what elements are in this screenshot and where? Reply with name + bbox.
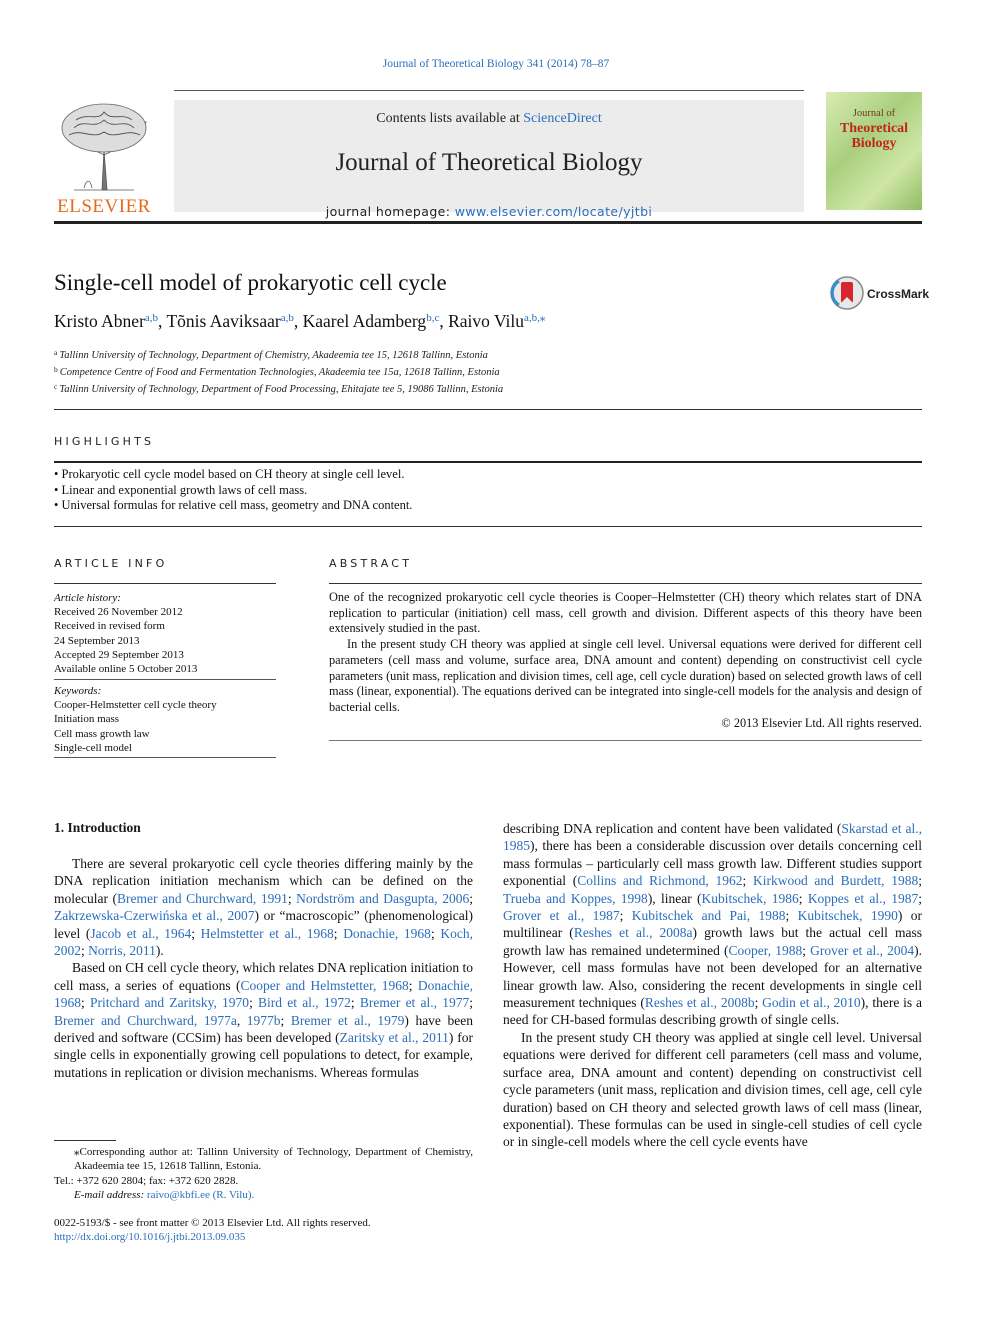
body-text: ) or “macroscopic” (phenomenological) level ( xyxy=(54,908,473,941)
reference-link[interactable]: Donachie, 1968 xyxy=(54,977,473,1011)
history-item: Received 26 November 2012 xyxy=(54,606,183,619)
abstract-rule xyxy=(329,583,922,584)
affiliations xyxy=(54,346,503,397)
reference-link[interactable]: Nordström and Dasgupta, 2006 xyxy=(296,890,470,906)
footnote-corresponding: ⁎Corresponding author at: Tallinn University of Technology, Department of Chemistry, Akadeemia tee 15, 12618 Tallinn, Estonia. xyxy=(74,1146,473,1173)
body-text: , xyxy=(236,1012,247,1028)
reference-link[interactable]: 1977b xyxy=(246,1012,281,1028)
contents-prefix: Contents lists available at xyxy=(376,111,524,126)
history-label: Article history: xyxy=(54,592,121,604)
article-history xyxy=(54,591,276,676)
reference-link[interactable]: Helmstetter et al., 1968 xyxy=(200,925,334,941)
abstract-heading: ABSTRACT xyxy=(329,557,413,570)
highlights-list xyxy=(54,467,412,514)
reference-link[interactable]: Zaritsky et al., 2011 xyxy=(339,1030,449,1046)
divider xyxy=(54,409,922,410)
email-label: E-mail address: xyxy=(74,1188,147,1201)
highlight-item: • Prokaryotic cell cycle model based on CH theory at single cell level. xyxy=(54,467,405,481)
body-text: ) for single cells in exponentially growing cell populations to detect, for example, mutations in replication or division mechanisms. Whereas formulas xyxy=(54,1030,473,1080)
section-heading-introduction: 1. Introduction xyxy=(54,820,141,835)
body-text: ; xyxy=(191,925,201,941)
reference-link[interactable]: Reshes et al., 2008a xyxy=(573,925,693,941)
author[interactable] xyxy=(166,311,302,331)
author-list xyxy=(54,311,545,332)
reference-link[interactable]: Grover et al., 2004 xyxy=(810,942,915,958)
publisher-name: ELSEVIER xyxy=(57,196,151,217)
author[interactable] xyxy=(303,311,448,331)
elsevier-logo[interactable] xyxy=(54,100,154,218)
highlights-top-rule xyxy=(54,461,922,463)
reference-link[interactable]: Godin et al., 2010 xyxy=(762,995,861,1011)
author-name: Kristo Abner xyxy=(54,311,145,331)
email-owner: (R. Vilu). xyxy=(209,1188,255,1201)
keywords-label: Keywords: xyxy=(54,685,102,697)
reference-link[interactable]: Cooper and Helmstetter, 1968 xyxy=(240,977,409,993)
abstract-paragraph: In the present study CH theory was applied at single cell level. Universal equations were derived for different cell parameters (cell mass and volume, surface area, DNA amount and content) depending on constructivist cell cycle parameters (unit mass, replication and division times, cell age, cell cycle duration) based on selected growth laws of cell mass (linear, exponential). The equations derived can be integrated into single-cell models for the analysis and design of bacterial cells. xyxy=(329,637,922,714)
issn-line: 0022-5193/$ - see front matter © 2013 Elsevier Ltd. All rights reserved. xyxy=(54,1217,371,1229)
body-paragraph xyxy=(54,855,473,959)
footnote-email-line xyxy=(54,1188,473,1202)
body-text: ; xyxy=(469,995,473,1011)
body-text: There are several prokaryotic cell cycle theories differing mainly by the DNA replication initiation mechanism which can be defined on the molecular ( xyxy=(54,856,473,906)
highlight-item: • Linear and exponential growth laws of cell mass. xyxy=(54,482,308,497)
body-text: ). However, cell mass formulas have not been developed for an alternative linear growth law. Also, considering the recent developments in single cell measurement techniques ( xyxy=(503,942,923,1011)
cover-title xyxy=(826,106,922,151)
author-affil-marker[interactable]: b,c xyxy=(426,312,440,324)
reference-link[interactable]: Kubitschek, 1986 xyxy=(701,890,799,906)
cover-line-1: Journal of xyxy=(852,108,896,119)
body-paragraph: In the present study CH theory was applied at single cell level. Universal equations were derived for different cell parameters (cell mass and volume, surface area, DNA amount and content) depending on constructivist cell cycle parameters (unit mass, replication and division times, cell age, cell cyle duration) based on CH theory and selected growth laws of cell mass (linear, exponential). These formulas can be used in single-cell studies of cell cycle or in single-cell models where the cell cycle events have xyxy=(503,1029,922,1150)
cover-line-2: Theoretical xyxy=(839,121,909,136)
body-text: ; xyxy=(802,942,811,958)
body-text: ), there has been a considerable discussion over details concerning cell mass formulas – particularly cell mass growth law. Different studies support exponential ( xyxy=(503,838,922,889)
corresponding-author-footnote xyxy=(54,1145,473,1202)
journal-cover-thumbnail[interactable] xyxy=(826,92,922,210)
body-text: ; xyxy=(619,908,632,924)
body-text: ; xyxy=(742,873,753,889)
highlight-item: • Universal formulas for relative cell mass, geometry and DNA content. xyxy=(54,498,413,512)
body-text: ) growth laws but the actual cell mass growth law has remained undetermined ( xyxy=(503,925,922,958)
article-title: Single-cell model of prokaryotic cell cycle xyxy=(54,270,447,295)
author-name: Tõnis Aaviksaar xyxy=(166,311,281,331)
journal-title-box xyxy=(174,100,804,219)
homepage-prefix: journal homepage: xyxy=(325,204,455,219)
body-text: ; xyxy=(918,890,922,906)
reference-link[interactable]: Bremer et al., 1979 xyxy=(290,1012,405,1028)
crossmark-icon xyxy=(829,275,865,311)
highlights-bottom-rule xyxy=(54,526,922,527)
history-item: Received in revised form xyxy=(54,620,165,633)
abstract-bottom-rule xyxy=(329,740,922,741)
keywords xyxy=(54,684,276,755)
abstract-copyright: © 2013 Elsevier Ltd. All rights reserved. xyxy=(721,715,922,730)
reference-link[interactable]: Jacob et al., 1964 xyxy=(90,925,192,941)
body-text: Based on CH cell cycle theory, which relates DNA replication initiation to cell mass, a series of equations ( xyxy=(54,960,474,993)
body-text: ), linear ( xyxy=(647,890,702,906)
body-text: ; xyxy=(280,1012,291,1028)
affiliation-text: Tallinn University of Technology, Department of Food Processing, Ehitajate tee 5, 19086 Tallinn, Estonia xyxy=(59,384,504,395)
body-text: ; xyxy=(785,908,798,924)
history-item: 24 September 2013 xyxy=(54,634,140,647)
sciencedirect-link[interactable]: ScienceDirect xyxy=(523,111,602,126)
author-name: Kaarel Adamberg xyxy=(302,311,427,331)
body-text: ; xyxy=(918,873,922,889)
reference-link[interactable]: Bremer and Churchward, 1991 xyxy=(117,890,288,906)
reference-link[interactable]: Cooper, 1988 xyxy=(728,942,803,958)
reference-link[interactable]: Norris, 2011 xyxy=(88,943,156,959)
author-affil-marker[interactable]: a,b xyxy=(144,312,159,324)
crossmark-label: CrossMark xyxy=(867,287,930,301)
body-text: ; xyxy=(287,890,297,906)
body-column-right xyxy=(503,820,922,1151)
body-text: ; xyxy=(350,995,360,1011)
reference-link[interactable]: Bremer et al., 1977 xyxy=(359,995,470,1011)
affiliation-text: Competence Centre of Food and Fermentation Technologies, Akadeemia tee 15a, 12618 Tallinn, Estonia xyxy=(59,367,500,378)
reference-link[interactable]: Bremer and Churchward, 1977a xyxy=(54,1012,237,1028)
footnote-tel: Tel.: +372 620 2804; fax: +372 620 2828. xyxy=(54,1174,239,1187)
body-column-left xyxy=(54,855,473,1081)
journal-citation[interactable]: Journal of Theoretical Biology 341 (2014) 78–87 xyxy=(382,58,610,70)
author[interactable] xyxy=(448,311,545,331)
keyword-item: Initiation mass xyxy=(54,713,120,726)
reference-link[interactable]: Kubitschek, 1990 xyxy=(797,908,898,924)
body-text: ), there is a need for CH-based formulas describing growth of single cells. xyxy=(503,995,922,1028)
journal-name: Journal of Theoretical Biology xyxy=(335,149,643,176)
body-text: ; xyxy=(249,995,259,1011)
info-bottom-rule xyxy=(54,757,276,758)
body-text: ; xyxy=(81,995,90,1011)
author-separator: , xyxy=(293,311,303,331)
affiliation-item xyxy=(54,380,503,397)
reference-link[interactable]: Pritchard and Zaritsky, 1970 xyxy=(89,995,250,1011)
reference-link[interactable]: Collins and Richmond, 1962 xyxy=(577,873,743,889)
history-item: Accepted 29 September 2013 xyxy=(54,648,184,661)
body-text: ) have been derived and software (CCSim) has been developed ( xyxy=(54,1012,473,1046)
body-text: ; xyxy=(333,925,344,941)
homepage-line xyxy=(174,204,804,219)
highlights-heading: HIGHLIGHTS xyxy=(54,435,155,448)
author-affil-marker[interactable]: a,b,⁎ xyxy=(524,312,546,324)
journal-banner xyxy=(54,90,922,225)
keyword-item: Cell mass growth law xyxy=(54,727,150,740)
body-text: ; xyxy=(81,943,89,959)
reference-link[interactable]: Kirkwood and Burdett, 1988 xyxy=(752,873,919,889)
reference-link[interactable]: Trueba and Koppes, 1998 xyxy=(503,890,648,906)
doi-link[interactable]: http://dx.doi.org/10.1016/j.jtbi.2013.09.035 xyxy=(54,1231,246,1243)
article-info-rule xyxy=(54,583,276,584)
affiliation-marker: b xyxy=(54,365,58,374)
reference-link[interactable]: Koppes et al., 1987 xyxy=(807,890,919,906)
crossmark-badge[interactable] xyxy=(829,275,929,311)
reference-link[interactable]: Skarstad et al., 1985 xyxy=(503,821,922,854)
keyword-item: Cooper-Helmstetter cell cycle theory xyxy=(54,699,217,712)
author-affil-marker[interactable]: a,b xyxy=(280,312,294,324)
homepage-link[interactable]: www.elsevier.com/locate/yjtbi xyxy=(454,204,653,219)
body-text: ). xyxy=(155,943,164,959)
front-matter xyxy=(54,1216,371,1244)
body-text: ; xyxy=(798,890,808,906)
reference-link[interactable]: Kubitschek and Pai, 1988 xyxy=(631,908,786,924)
author[interactable] xyxy=(54,311,166,331)
body-text: ; xyxy=(469,890,473,906)
info-separator xyxy=(54,679,276,680)
affiliation-item xyxy=(54,363,503,380)
affiliation-item xyxy=(54,346,503,363)
affiliation-marker: a xyxy=(54,348,58,357)
body-text: describing DNA replication and content have been validated ( xyxy=(503,821,842,836)
reference-link[interactable]: Donachie, 1968 xyxy=(343,925,431,941)
author-name: Raivo Vilu xyxy=(448,311,524,331)
body-text: ; xyxy=(430,925,441,941)
reference-link[interactable]: Bird et al., 1972 xyxy=(258,995,351,1011)
affiliation-marker: c xyxy=(54,382,58,391)
banner-top-rule xyxy=(174,90,804,91)
email-link[interactable]: raivo@kbfi.ee xyxy=(146,1188,210,1201)
contents-line xyxy=(174,111,804,127)
body-text: ; xyxy=(754,995,763,1011)
author-separator: , xyxy=(439,311,449,331)
body-paragraph xyxy=(54,959,473,1081)
body-text: ; xyxy=(408,977,418,993)
reference-link[interactable]: Reshes et al., 2008b xyxy=(644,995,755,1011)
reference-link[interactable]: Koch, 2002 xyxy=(54,925,473,959)
affiliation-text: Tallinn University of Technology, Department of Chemistry, Akadeemia tee 15, 12618 Tallinn, Estonia xyxy=(59,350,488,361)
keyword-item: Single-cell model xyxy=(54,741,132,754)
body-text: ) or multilinear ( xyxy=(503,908,923,941)
article-info-heading: ARTICLE INFO xyxy=(54,557,168,570)
reference-link[interactable]: Zakrzewska-Czerwińska et al., 2007 xyxy=(54,908,255,924)
footnote-rule xyxy=(54,1140,116,1141)
reference-link[interactable]: Grover et al., 1987 xyxy=(503,908,620,924)
abstract-paragraph: One of the recognized prokaryotic cell cycle theories is Cooper–Helmstetter (CH) theory which relates start of DNA replication to particular (initiation) cell mass, cell growth and division. Different aspects of this theory have been extensively studied in the past. xyxy=(329,590,922,636)
cover-line-3: Biology xyxy=(851,136,897,151)
elsevier-tree-icon xyxy=(54,100,154,192)
abstract-text xyxy=(329,590,922,731)
history-item: Available online 5 October 2013 xyxy=(54,663,198,676)
banner-bottom-rule xyxy=(54,221,922,224)
author-separator: , xyxy=(158,311,167,331)
body-paragraph xyxy=(503,820,922,1029)
